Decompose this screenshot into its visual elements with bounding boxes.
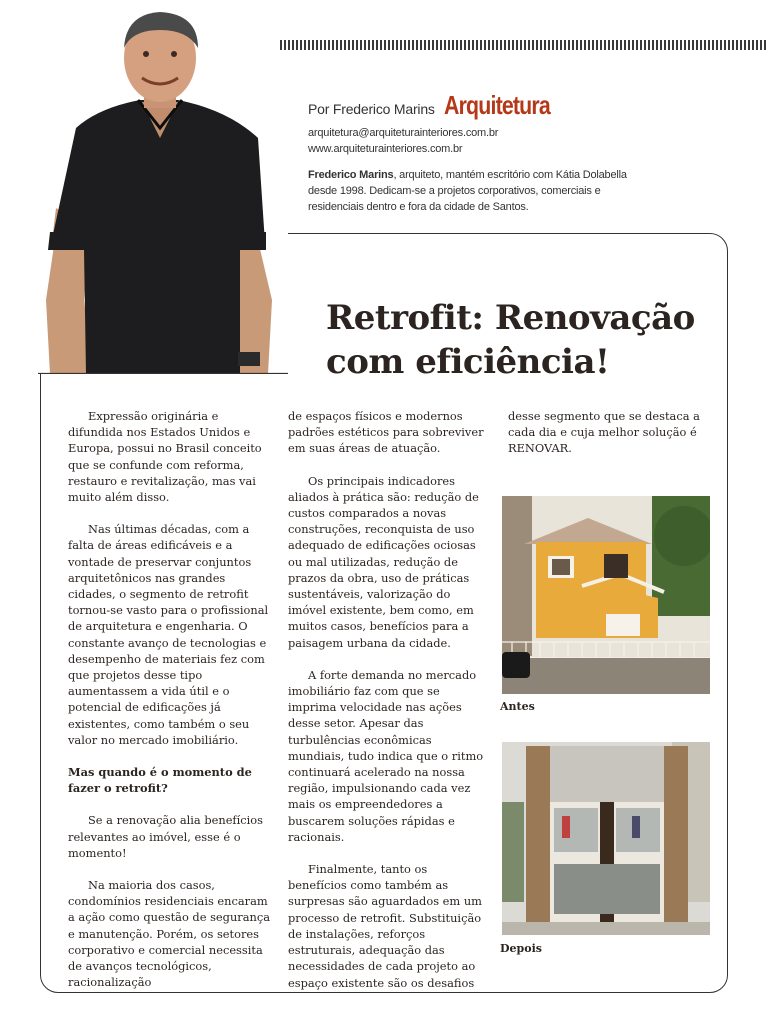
bio-text: , arquiteto, mantém escritório com Kátia Dolabella desde 1998. Dedicam-se a projetos corporativos, comerciais e residenciais dentro e fora da cidade de Santos.	[308, 169, 627, 213]
paragraph: Se a renovação alia benefícios relevantes ao imóvel, esse é o momento!	[68, 813, 264, 860]
article-headline	[326, 296, 716, 384]
section-title: Arquitetura	[443, 90, 550, 120]
author-email[interactable]: arquitetura@arquiteturainteriores.com.br	[308, 127, 499, 139]
author-website[interactable]: www.arquiteturainteriores.com.br	[308, 143, 463, 155]
author-byline: Por Frederico Marins	[308, 101, 435, 117]
paragraph: Nas últimas décadas, com a falta de áreas edificáveis e a vontade de preservar conjuntos arquitetônicos nas grandes cidades, o segmento de retrofit tornou-se vasto para o profissional de arquitetura e engenharia. O constante avanço de tecnologias e desempenho de materiais fez com que projetos desse tipo aumentassem a vida útil e o potencial de edificações já existentes, como também o seu valor no mercado imobiliário.	[68, 522, 269, 747]
photo-after	[502, 742, 710, 935]
paragraph: Os principais indicadores aliados à prática são: redução de custos comparados a novas construções, reconquista de uso adequado de edificações ociosas ou mal utilizadas, redução de prazos da obra, uso de práticas sustentáveis, valorização do imóvel existente, bem como, em muitos casos, benefícios para a paisagem urbana da cidade.	[288, 473, 479, 650]
byline	[308, 90, 573, 121]
bio-name: Frederico Marins	[308, 169, 394, 181]
author-bio	[308, 167, 638, 215]
article-column-1	[68, 408, 274, 1007]
paragraph: desse segmento que se destaca a cada dia e cuja melhor solução é RENOVAR.	[508, 409, 700, 456]
paragraph: Finalmente, tanto os benefícios como também as surpresas são aguardados em um processo de retrofit. Substituição de instalações, reforços estruturais, adequação das necessidades de cada projeto ao espaço existente são os desafios	[288, 862, 482, 990]
headline-bold: Retrofit:	[326, 298, 484, 338]
article-column-2	[288, 408, 488, 1007]
subheading: Mas quando é o momento de fazer o retrofit?	[68, 765, 252, 796]
article-column-3	[508, 408, 708, 473]
photo-before	[502, 496, 710, 694]
paragraph: A forte demanda no mercado imobiliário faz com que se imprima velocidade nas ações desse setor. Apesar das turbulências econômicas mundiais, tudo indica que o ritmo continuará acelerado na nossa região, impulsionando cada vez mais os empreendedores a buscarem soluções rápidas e racionais.	[288, 667, 484, 844]
paragraph: Expressão originária e difundida nos Estados Unidos e Europa, possui no Brasil conceito que se confunde com reforma, restauro e revitalização, mas vai muito além disso.	[68, 409, 262, 505]
paragraph: Na maioria dos casos, condomínios residenciais encaram a ação como questão de segurança e manutenção. Porém, os setores corporativo e comercial necessita de avanços tecnológicos, racionalização	[68, 878, 271, 990]
author-photo-overlap	[38, 232, 288, 374]
caption-after: Depois	[500, 942, 542, 955]
headline-rest: Renovação com eficiência!	[326, 298, 695, 382]
caption-before: Antes	[500, 700, 535, 713]
paragraph: de espaços físicos e modernos padrões estéticos para sobreviver em suas áreas de atuação.	[288, 409, 484, 456]
